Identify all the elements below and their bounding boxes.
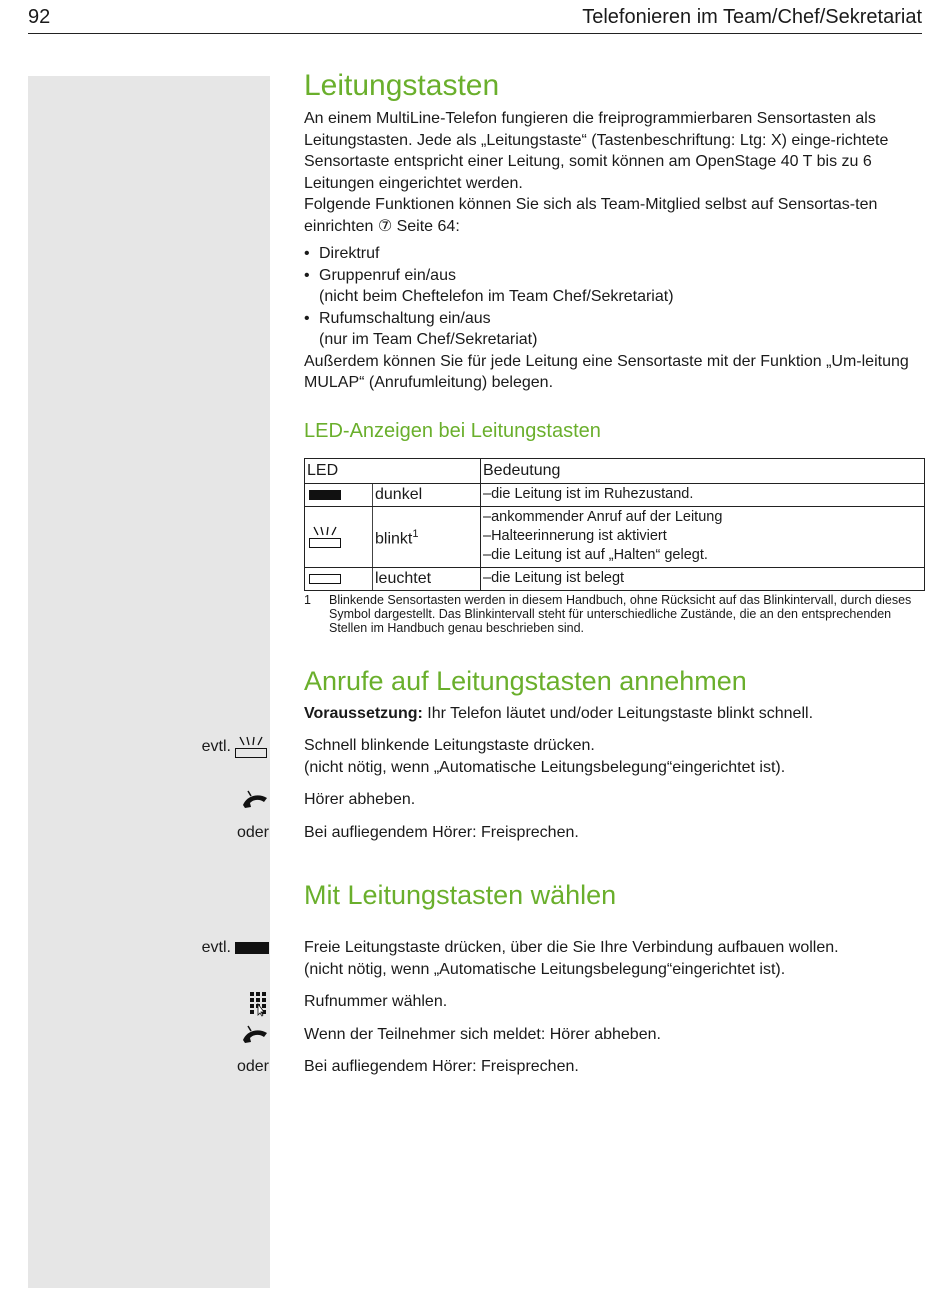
function-list xyxy=(304,243,924,351)
step-dial-number xyxy=(304,991,924,1013)
step-press-free-key xyxy=(201,937,924,980)
mulap-paragraph: Außerdem können Sie für jede Leitung eine Sensortaste mit der Funktion „Um-leitung MULAP“ (Anrufumleitung) belegen. xyxy=(304,352,909,391)
step-text: Freie Leitungstaste drücken, über die Sie Ihre Verbindung aufbauen wollen. xyxy=(304,939,839,956)
main-content xyxy=(201,64,924,1078)
step-text: Hörer abheben. xyxy=(304,791,416,808)
side-label: evtl. xyxy=(201,939,231,956)
header-led: LED xyxy=(305,458,481,483)
list-item: • Rufumschaltung ein/aus (nur im Team Chef/Sekretariat) xyxy=(304,308,924,351)
led-dark-icon xyxy=(235,942,269,954)
keypad-icon xyxy=(249,991,269,1024)
list-item: • Direktruf xyxy=(304,243,924,265)
meaning-line: –die Leitung ist auf „Halten“ gelegt. xyxy=(483,547,708,563)
list-item: • Gruppenruf ein/aus (nicht beim Cheftelefon im Team Chef/Sekretariat) xyxy=(304,265,924,308)
step-text: Bei aufliegendem Hörer: Freisprechen. xyxy=(304,1058,579,1075)
page-number: 92 xyxy=(28,6,51,28)
meaning-line: –die Leitung ist im Ruhezustand. xyxy=(483,486,694,502)
running-title: Telefonieren im Team/Chef/Sekretariat xyxy=(582,6,922,28)
prerequisite xyxy=(304,703,924,725)
section-title-annehmen: Anrufe auf Leitungstasten annehmen xyxy=(304,665,747,696)
side-label: oder xyxy=(236,1058,269,1075)
step-lift-handset xyxy=(304,1024,924,1046)
led-dark-icon xyxy=(309,490,341,500)
step-text: Rufnummer wählen. xyxy=(304,993,448,1010)
meaning-line: –ankommender Anruf auf der Leitung xyxy=(483,509,723,525)
table-row xyxy=(305,567,925,590)
table-row xyxy=(305,506,925,567)
step-handsfree xyxy=(236,1056,924,1078)
prerequisite-label: Voraussetzung: xyxy=(304,704,423,722)
table-header-row xyxy=(305,458,925,483)
functions-paragraph: Folgende Funktionen können Sie sich als Team-Mitglied selbst auf Sensortas-ten einrichten ⑦ Seite 64: xyxy=(304,196,878,235)
footnote-text: Blinkende Sensortasten werden in diesem Handbuch, ohne Rücksicht auf das Blinkintervall, durch dieses Symbol dargestellt. Das Blinkintervall steht für unterschiedliche Zustände, die an den entsprechenden Stellen im Handbuch genau beschrieben sind. xyxy=(329,592,912,635)
led-blinking-icon xyxy=(235,735,269,759)
step-text: Wenn der Teilnehmer sich meldet: Hörer abheben. xyxy=(304,1025,661,1043)
side-label: evtl. xyxy=(201,738,231,756)
step-note: (nicht nötig, wenn „Automatische Leitungsbelegung“eingerichtet ist). xyxy=(304,758,786,776)
footnote-ref: 1 xyxy=(412,527,419,540)
section-title-waehlen: Mit Leitungstasten wählen xyxy=(304,880,617,910)
led-state: dunkel xyxy=(373,483,481,506)
prerequisite-text: Ihr Telefon läutet und/oder Leitungstaste blinkt schnell. xyxy=(422,704,814,722)
table-row xyxy=(305,483,925,506)
handset-lift-icon xyxy=(241,789,269,816)
footnote-number: 1 xyxy=(304,592,311,607)
step-press-blinking-key xyxy=(201,735,924,778)
section-title-leitungstasten: Leitungstasten xyxy=(304,69,500,102)
step-note: (nicht nötig, wenn „Automatische Leitungsbelegung“eingerichtet ist). xyxy=(304,960,786,978)
step-handsfree xyxy=(236,822,924,844)
led-lit-icon xyxy=(309,574,341,584)
led-blinking-icon xyxy=(309,525,343,549)
footnote xyxy=(304,593,924,635)
step-text: Bei aufliegendem Hörer: Freisprechen. xyxy=(304,823,579,841)
intro-paragraph: An einem MultiLine-Telefon fungieren die freiprogrammierbaren Sensortasten als Leitungstasten. Jede als „Leitungstaste“ (Tastenbeschriftung: Ltg: X) einge-richtete Sensortaste entspricht einer Leitung, somit können am OpenStage 40 T bis zu 6 Leitungen eingerichtet werden. xyxy=(304,110,889,192)
header-rule xyxy=(28,33,922,34)
led-state: blinkt xyxy=(375,529,413,547)
meaning-line: –die Leitung ist belegt xyxy=(483,570,625,586)
side-label: oder xyxy=(236,823,269,841)
section-title-led: LED-Anzeigen bei Leitungstasten xyxy=(304,419,601,442)
sidebar-column xyxy=(28,76,270,1288)
meaning-line: –Halteerinnerung ist aktiviert xyxy=(483,528,667,544)
handset-lift-icon xyxy=(241,1024,269,1051)
led-state: leuchtet xyxy=(373,567,481,590)
header-meaning: Bedeutung xyxy=(481,458,925,483)
step-text: Schnell blinkende Leitungstaste drücken. xyxy=(304,737,595,754)
led-table xyxy=(304,458,925,591)
step-lift-handset xyxy=(304,789,924,811)
